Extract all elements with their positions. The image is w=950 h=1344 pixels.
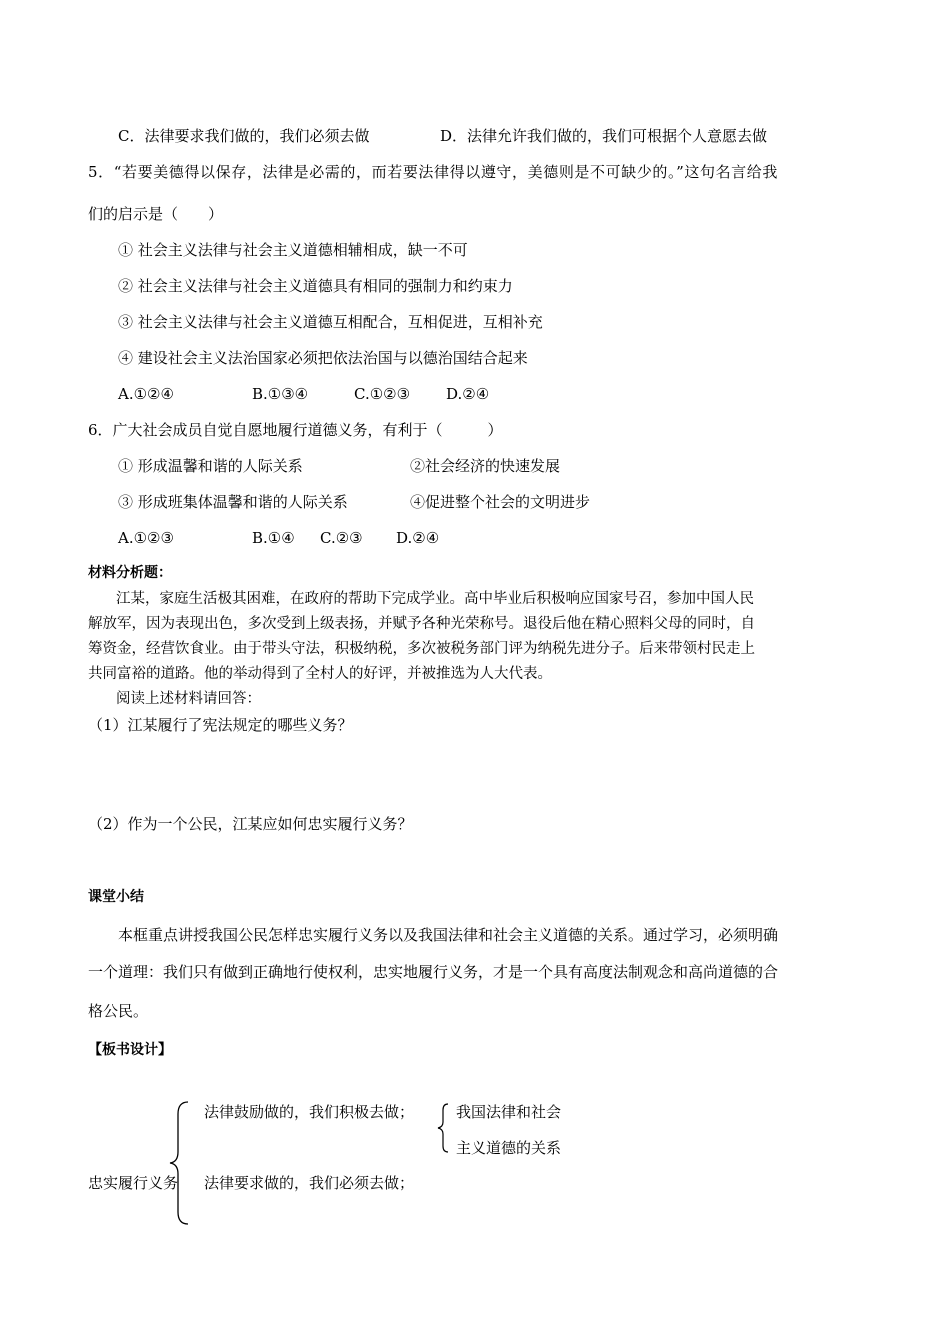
summary-line-2: 一个道理：我们只有做到正确地行使权利，忠实地履行义务，才是一个具有高度法制观念和高尚道德的合 — [88, 963, 779, 981]
q5-choice-c: C.①②③ — [354, 385, 411, 403]
material-heading: 材料分析题： — [88, 565, 172, 581]
q6-choice-b: B.①④ — [252, 529, 295, 547]
q6-item-3: ③ 形成班集体温馨和谐的人际关系 — [118, 493, 348, 511]
q5-choice-a: A.①②④ — [118, 385, 174, 403]
q5-item-1: ① 社会主义法律与社会主义道德相辅相成，缺一不可 — [118, 241, 468, 259]
material-question-2: （2）作为一个公民，江某应如何忠实履行义务？ — [88, 815, 413, 833]
board-main-brace — [168, 1100, 192, 1226]
q6-item-2: ②社会经济的快速发展 — [410, 457, 561, 475]
material-line-3: 筹资金，经营饮食业。由于带头守法，积极纳税，多次被税务部门评为纳税先进分子。后来带领村民走上 — [88, 641, 755, 657]
material-line-1: 江某，家庭生活极其困难，在政府的帮助下完成学业。高中毕业后积极响应国家号召，参加中国人民 — [116, 591, 754, 607]
q5-item-2: ② 社会主义法律与社会主义道德具有相同的强制力和约束力 — [118, 277, 513, 295]
q4-option-d: D．法律允许我们做的，我们可根据个人意愿去做 — [440, 127, 768, 145]
material-line-4: 共同富裕的道路。他的举动得到了全村人的好评，并被推选为人大代表。 — [88, 666, 552, 682]
material-question-1: （1）江某履行了宪法规定的哪些义务？ — [88, 716, 353, 734]
material-prompt: 阅读上述材料请回答： — [116, 691, 261, 707]
summary-heading: 课堂小结 — [88, 889, 144, 905]
board-branch-2: 法律要求做的，我们必须去做； — [204, 1174, 415, 1192]
q6-choice-a: A.①②③ — [118, 529, 174, 547]
q6-choice-c: C.②③ — [320, 529, 363, 547]
q5-item-3: ③ 社会主义法律与社会主义道德互相配合，互相促进，互相补充 — [118, 313, 543, 331]
board-sub-brace — [436, 1102, 452, 1154]
summary-line-3: 格公民。 — [88, 1002, 149, 1020]
q5-item-4: ④ 建设社会主义法治国家必须把依法治国与以德治国结合起来 — [118, 349, 528, 367]
q5-choice-d: D.②④ — [446, 385, 490, 403]
q4-option-c: C．法律要求我们做的，我们必须去做 — [118, 127, 370, 145]
q5-choice-b: B.①③④ — [252, 385, 309, 403]
q5-stem-line2: 们的启示是（ ） — [88, 205, 224, 223]
q6-item-4: ④促进整个社会的文明进步 — [410, 493, 591, 511]
board-sub-1: 我国法律和社会 — [456, 1103, 562, 1121]
board-branch-1: 法律鼓励做的，我们积极去做； — [204, 1103, 415, 1121]
q6-item-1: ① 形成温馨和谐的人际关系 — [118, 457, 303, 475]
board-root: 忠实履行义务 — [88, 1174, 179, 1192]
q6-stem: 6．广大社会成员自觉自愿地履行道德义务，有利于（ ） — [88, 421, 503, 439]
q5-stem-line1: 5．“若要美德得以保存，法律是必需的，而若要法律得以遵守，美德则是不可缺少的。”这句名言给我 — [88, 163, 778, 181]
board-heading: 【板书设计】 — [88, 1042, 172, 1058]
material-line-2: 解放军，因为表现出色，多次受到上级表扬，并赋予各种光荣称号。退役后他在精心照料父母的同时，自 — [88, 616, 755, 632]
summary-line-1: 本框重点讲授我国公民怎样忠实履行义务以及我国法律和社会主义道德的关系。通过学习，必须明确 — [118, 926, 779, 944]
q6-choice-d: D.②④ — [396, 529, 440, 547]
board-sub-2: 主义道德的关系 — [456, 1139, 562, 1157]
